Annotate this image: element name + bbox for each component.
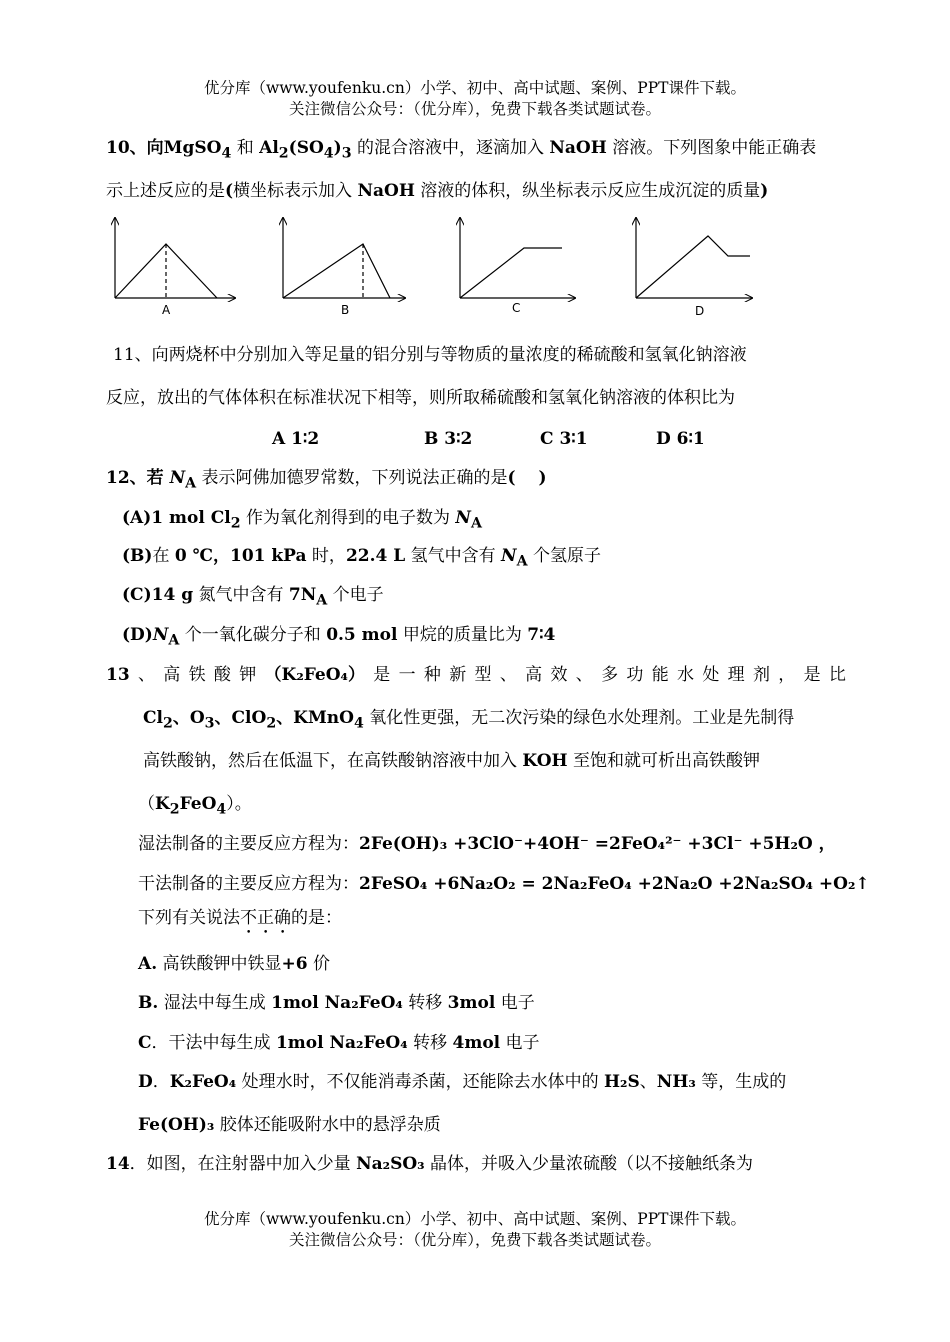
- graph-b: [283, 218, 405, 298]
- q11-stem: 11、向两烧杯中分别加入等足量的铝分别与等物质的量浓度的稀硫酸和氢氧化钠溶液: [113, 345, 747, 365]
- q13-char: ，: [778, 665, 796, 685]
- q13-sub: 4: [216, 801, 227, 818]
- q13-c-label: C: [138, 1033, 152, 1053]
- q10-naoh: NaOH: [357, 181, 415, 201]
- q12-text: 个氢原子: [527, 546, 601, 566]
- q13-sub: 2: [169, 801, 180, 818]
- q13-char: 一: [398, 665, 416, 685]
- q13-a-label: A.: [138, 954, 158, 974]
- q13-text: 氧化性更强，无二次污染的绿色水处理剂。工业是先制得: [363, 708, 795, 728]
- graph-c: [460, 218, 575, 298]
- q12-text: 在: [152, 546, 175, 566]
- q13-char: 型: [474, 665, 492, 685]
- q12-option-c: [122, 584, 384, 611]
- q13-question: [138, 907, 342, 938]
- q13-text-bold: +6: [281, 954, 308, 974]
- q13-formula: K: [155, 794, 170, 814]
- q12-text: 个一氧化碳分子和: [179, 625, 327, 645]
- footer-line-1: 优分库（www.youfenku.cn）小学、初中、高中试题、案例、PPT课件下载。: [203, 1210, 747, 1228]
- q13-char: 新: [449, 665, 467, 685]
- q12-na: N: [152, 625, 169, 645]
- q11-line-1: [113, 344, 747, 366]
- q12-text: 氢气中含有: [405, 546, 502, 566]
- q14-number: 14: [106, 1154, 130, 1174]
- q10-text: 溶液的体积，纵坐标表示反应生成沉淀的质量: [414, 181, 761, 201]
- q12-c-label: (C)14 g: [122, 585, 194, 605]
- graph-c-curve: [460, 248, 562, 298]
- q13-line-2: [143, 707, 794, 734]
- q12-text-bold: 7∶4: [527, 625, 556, 645]
- q13-text: 处理水时，不仅能消毒杀菌，还能除去水体中的: [236, 1072, 604, 1092]
- q13-text: 高铁酸钾中铁显: [157, 954, 282, 974]
- header-line-2: 关注微信公众号：（优分库），免费下载各类试题试卷。: [288, 100, 661, 118]
- q12-text: 氮气中含有: [193, 585, 289, 605]
- q10-paren: ): [333, 138, 342, 158]
- q13-line-1: [106, 664, 846, 686]
- q13-text: 电子: [500, 1033, 540, 1053]
- q14-formula: Na₂SO₃: [356, 1154, 425, 1174]
- q12-option-b: [122, 545, 601, 572]
- q12-blank: ( ): [507, 468, 547, 488]
- q13-text: 至饱和就可析出高铁酸钾: [567, 751, 761, 771]
- q13-text-bold: 4mol: [452, 1033, 501, 1053]
- q10-sub: 2: [278, 145, 289, 162]
- q13-text: 等，生成的: [695, 1072, 787, 1092]
- q12-na: N: [455, 508, 471, 528]
- q13-formula: Cl: [143, 708, 163, 728]
- q13-dry-equation: 2FeSO₄ +6Na₂O₂ = 2Na₂FeO₄ +2Na₂O +2Na₂SO₄ +O₂↑: [359, 874, 870, 894]
- q10-text: 的混合溶液中，逐滴加入: [351, 138, 550, 158]
- q12-text-bold: 22.4 L: [345, 546, 406, 566]
- q13-text: 湿法中每生成: [158, 993, 272, 1013]
- q13-formula: 、ClO: [214, 708, 267, 728]
- q13-char: 是: [373, 665, 391, 685]
- q10-sub: 4: [323, 145, 334, 162]
- graph-b-curve: [283, 244, 390, 298]
- q12-text: 甲烷的质量比为: [397, 625, 528, 645]
- q13-option-a: [138, 953, 330, 975]
- page-footer: [0, 1209, 950, 1251]
- q13-text-bold: H₂S: [604, 1072, 640, 1092]
- q13-text-bold: 1mol Na₂FeO₄: [271, 993, 403, 1013]
- q12-text-bold: 7N: [288, 585, 317, 605]
- q10-text: 溶液。下列图象中能正确表: [606, 138, 817, 158]
- q12-option-a: [122, 507, 482, 534]
- q10-naoh: NaOH: [549, 138, 607, 158]
- q10-al: Al: [259, 138, 279, 158]
- q13-text-bold: Fe(OH)₃: [138, 1115, 215, 1135]
- q13-text: 下列有关说法: [138, 908, 240, 928]
- q13-text-bold: 1mol Na₂FeO₄: [275, 1033, 408, 1053]
- q12-sub: A: [168, 632, 180, 649]
- graph-d-label: D: [695, 304, 705, 318]
- q13-char: 处: [702, 665, 720, 685]
- q13-text-bold: NH₃: [656, 1072, 696, 1092]
- q13-text: 价: [307, 954, 330, 974]
- q13-option-d: [138, 1071, 786, 1093]
- q12-b-label: (B): [122, 546, 153, 566]
- graph-a: [115, 218, 235, 298]
- graph-d: [636, 218, 752, 298]
- q13-text-bold: K₂FeO₄: [169, 1072, 237, 1092]
- q13-char: 种: [423, 665, 441, 685]
- q13-text: 转移: [407, 1033, 453, 1053]
- q12-na-sub: A: [185, 475, 197, 492]
- q11-option-a: A 1∶2: [272, 429, 320, 449]
- q13-char: 、: [137, 665, 155, 685]
- q10-paren: ): [760, 181, 769, 201]
- q13-formula: 、KMnO: [276, 708, 354, 728]
- q10-graphs: [100, 212, 760, 322]
- q12-number: 12、若: [106, 468, 170, 488]
- q10-text: 横坐标表示加入: [233, 181, 358, 201]
- q13-text: 电子: [495, 993, 535, 1013]
- q13-wet-label: 湿法制备的主要反应方程为：: [138, 834, 359, 854]
- q13-option-c: [138, 1032, 540, 1054]
- q13-wet-method: [138, 833, 836, 855]
- page-header: [0, 78, 950, 120]
- q13-char: 比: [828, 665, 846, 685]
- q13-char: 能: [651, 665, 669, 685]
- q11-option-b: B 3∶2: [424, 429, 473, 449]
- q13-formula: KOH: [522, 751, 568, 771]
- q13-number: 13: [106, 665, 130, 685]
- q10-so4: (SO: [288, 138, 324, 158]
- q10-paren: (: [225, 181, 234, 201]
- q13-formula: （K₂FeO₄）: [264, 665, 365, 685]
- q12-sub: A: [470, 515, 482, 532]
- q13-text: 转移: [402, 993, 448, 1013]
- q10-mgso4: MgSO: [163, 138, 222, 158]
- q10-line-2: [106, 180, 768, 202]
- q13-text: ．: [152, 1072, 170, 1092]
- q12-option-d: [122, 624, 555, 651]
- q10-he: 和: [231, 138, 260, 158]
- q13-b-label: B.: [138, 993, 159, 1013]
- q13-char: 水: [677, 665, 695, 685]
- graph-b-label: B: [341, 303, 350, 317]
- q13-text: ）。: [226, 794, 252, 814]
- q13-emphasis: 不正确: [240, 908, 291, 928]
- q13-text: 高铁酸钠，然后在低温下，在高铁酸钠溶液中加入: [143, 751, 523, 771]
- graph-a-label: A: [162, 303, 171, 317]
- q12-text: 表示阿佛加德罗常数，下列说法正确的是: [196, 468, 508, 488]
- q12-sub: 2: [230, 515, 241, 532]
- q13-dry-label: 干法制备的主要反应方程为：: [138, 874, 359, 894]
- q12-sub: A: [516, 553, 528, 570]
- q13-option-d-cont: [138, 1114, 441, 1136]
- q13-formula: 、O: [172, 708, 205, 728]
- q12-text: 个电子: [327, 585, 384, 605]
- q12-text-bold: 0.5 mol: [326, 625, 398, 645]
- q13-char: 、: [499, 665, 517, 685]
- q13-sub: 3: [204, 715, 215, 732]
- q13-char: 剂: [752, 665, 770, 685]
- q13-text: ．干法中每生成: [151, 1033, 276, 1053]
- q13-char: 是: [803, 665, 821, 685]
- graph-d-curve: [636, 236, 750, 298]
- q12-na: N: [501, 546, 517, 566]
- q13-char: 功: [626, 665, 644, 685]
- q13-char: 高: [163, 665, 181, 685]
- q13-char: 高: [525, 665, 543, 685]
- q13-char: 多: [601, 665, 619, 685]
- q13-dry-method: [138, 873, 870, 895]
- q13-char: 、: [575, 665, 593, 685]
- q12-a-label: (A)1 mol Cl: [122, 508, 231, 528]
- q13-option-b: [138, 992, 535, 1014]
- q13-wet-equation: 2Fe(OH)₃ +3ClO⁻+4OH⁻ =2FeO₄²⁻ +3Cl⁻ +5H₂O ，: [359, 834, 836, 854]
- q13-char: 钾: [239, 665, 257, 685]
- q13-char: 铁: [188, 665, 206, 685]
- q13-text: 胶体还能吸附水中的悬浮杂质: [214, 1115, 441, 1135]
- q13-line-3: [143, 750, 760, 772]
- q10-text: 示上述反应的是: [106, 181, 225, 201]
- q11-option-c: C 3∶1: [540, 429, 588, 449]
- q12-text: 作为氧化剂得到的电子数为: [240, 508, 456, 528]
- graph-c-label: C: [512, 301, 521, 315]
- q13-char: 理: [727, 665, 745, 685]
- q10-sub: 4: [221, 145, 232, 162]
- q11-line-2: 反应，放出的气体体积在标准状况下相等，则所取稀硫酸和氢氧化钠溶液的体积比为: [106, 388, 735, 408]
- q10-sub: 3: [341, 145, 352, 162]
- q13-sub: 4: [353, 715, 364, 732]
- q13-sub: 2: [163, 715, 173, 732]
- q13-text-bold: 3mol: [447, 993, 496, 1013]
- q10-line-1: [106, 137, 816, 164]
- q12-na: N: [169, 468, 186, 488]
- q13-char: 效: [550, 665, 568, 685]
- q12-text-bold: 0 ℃，101 kPa: [174, 546, 307, 566]
- q11-option-d: D 6∶1: [656, 429, 705, 449]
- q14-line-1: [106, 1153, 753, 1175]
- q14-text: ．如图，在注射器中加入少量: [129, 1154, 357, 1174]
- q13-d-label: D: [138, 1072, 153, 1092]
- q13-formula: FeO: [179, 794, 217, 814]
- q12-stem: [106, 467, 547, 494]
- q13-char: 酸: [213, 665, 231, 685]
- q14-text: 晶体，并吸入少量浓硫酸（以不接触纸条为: [424, 1154, 754, 1174]
- footer-line-2: 关注微信公众号：（优分库），免费下载各类试题试卷。: [288, 1231, 661, 1249]
- q12-text: 时，: [306, 546, 346, 566]
- q13-text: （: [138, 794, 155, 814]
- q13-line-4: [138, 793, 252, 820]
- q10-number: 10、向: [106, 138, 164, 158]
- q13-text: 的是：: [291, 908, 342, 928]
- header-line-1: 优分库（www.youfenku.cn）小学、初中、高中试题、案例、PPT课件下载。: [203, 79, 747, 97]
- q13-text: 、: [639, 1072, 657, 1092]
- q12-sub: A: [316, 592, 328, 609]
- q13-sub: 2: [266, 715, 277, 732]
- q12-d-label: (D): [122, 625, 153, 645]
